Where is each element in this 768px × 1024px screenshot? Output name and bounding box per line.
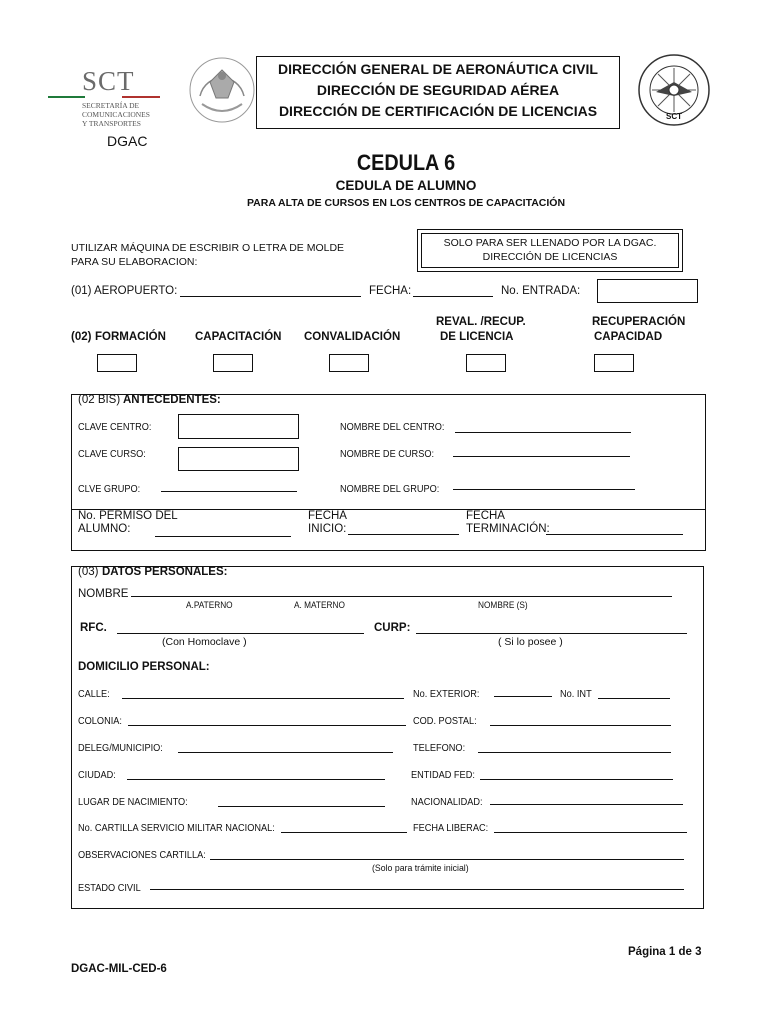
nombre-curso-label: NOMBRE DE CURSO: (340, 449, 435, 460)
dgac-seal-icon (636, 52, 712, 132)
header-title-3: DIRECCIÓN DE CERTIFICACIÓN DE LICENCIAS (278, 103, 598, 119)
lugar-nac-field[interactable] (218, 806, 385, 807)
dgac-label: DGAC (107, 133, 148, 149)
fecha-inicio-label-1: FECHA (308, 510, 347, 522)
calle-field[interactable] (122, 698, 404, 699)
formacion-checkbox[interactable] (97, 354, 137, 372)
clve-grupo-label: CLVE GRUPO: (78, 484, 141, 495)
coat-of-arms-icon (186, 52, 258, 130)
header-title-box (256, 56, 620, 129)
reval-label-2: DE LICENCIA (440, 331, 514, 343)
nombre-grupo-field[interactable] (453, 489, 635, 490)
nombre-curso-field[interactable] (453, 456, 630, 457)
deleg-label: DELEG/MUNICIPIO: (78, 743, 163, 754)
nombre-grupo-label: NOMBRE DEL GRUPO: (340, 484, 440, 495)
ciudad-label: CIUDAD: (78, 770, 116, 781)
colonia-field[interactable] (128, 725, 406, 726)
fecha-liberac-field[interactable] (494, 832, 687, 833)
telefono-label: TELEFONO: (413, 743, 466, 754)
no-int-label: No. INT (560, 689, 592, 700)
nombre-centro-field[interactable] (455, 432, 631, 433)
cartilla-label: No. CARTILLA SERVICIO MILITAR NACIONAL: (78, 823, 275, 834)
fecha-term-field[interactable] (546, 534, 683, 535)
entrada-field[interactable] (597, 279, 698, 303)
cod-postal-field[interactable] (490, 725, 671, 726)
fecha-term-label-1: FECHA (466, 510, 505, 522)
clve-grupo-field[interactable] (161, 491, 297, 492)
reval-label-1: REVAL. /RECUP. (436, 316, 526, 328)
cedula-title: CEDULA 6 (356, 150, 456, 175)
nombres-caption: NOMBRE (S) (478, 600, 528, 610)
header-title-2: DIRECCIÓN DE SEGURIDAD AÉREA (316, 82, 560, 98)
nombre-centro-label: NOMBRE DEL CENTRO: (340, 422, 445, 433)
row02-number: (02) (71, 331, 92, 343)
antecedentes-title: ANTECEDENTES: (123, 394, 221, 406)
instruction-line-1: UTILIZAR MÁQUINA DE ESCRIBIR O LETRA DE MOLDE (71, 242, 345, 254)
fecha-term-label-2: TERMINACIÓN: (466, 523, 550, 535)
amaterno-caption: A. MATERNO (294, 600, 345, 610)
nacionalidad-field[interactable] (490, 804, 683, 805)
clave-centro-label: CLAVE CENTRO: (78, 422, 152, 433)
fecha-label: FECHA: (369, 285, 412, 297)
recuperacion-checkbox[interactable] (594, 354, 634, 372)
formacion-label: FORMACIÓN (95, 331, 166, 343)
sct-logo (48, 66, 168, 136)
entidad-field[interactable] (480, 779, 673, 780)
official-use-line-1: SOLO PARA SER LLENADO POR LA DGAC. (443, 237, 657, 249)
fecha-liberac-label: FECHA LIBERAC: (413, 823, 489, 834)
nombre-label: NOMBRE (78, 588, 129, 600)
page-number: Página 1 de 3 (628, 946, 702, 958)
permiso-field[interactable] (155, 536, 291, 537)
capacitacion-checkbox[interactable] (213, 354, 253, 372)
rfc-field[interactable] (117, 633, 364, 634)
telefono-field[interactable] (478, 752, 671, 753)
estado-civil-field[interactable] (150, 889, 684, 890)
colonia-label: COLONIA: (78, 716, 122, 727)
antecedentes-section (71, 394, 706, 551)
ciudad-field[interactable] (127, 779, 385, 780)
aeropuerto-label: AEROPUERTO: (94, 285, 178, 297)
seal-sct-text: SCT (666, 112, 682, 121)
header-title-1: DIRECCIÓN GENERAL DE AERONÁUTICA CIVIL (278, 61, 598, 77)
capacitacion-label: CAPACITACIÓN (195, 331, 282, 343)
fecha-inicio-label-2: INICIO: (308, 523, 347, 535)
permiso-label-2: ALUMNO: (78, 523, 131, 535)
antecedentes-prefix: (02 BIS) (78, 394, 121, 406)
reval-checkbox[interactable] (466, 354, 506, 372)
recuperacion-label-2: CAPACIDAD (594, 331, 663, 343)
sct-sub-line-2: COMUNICACIONES (82, 110, 150, 119)
nacionalidad-label: NACIONALIDAD: (411, 797, 483, 808)
official-use-box (417, 229, 683, 272)
curp-label: CURP: (374, 622, 411, 634)
fecha-inicio-field[interactable] (348, 534, 459, 535)
cedula-subtitle: CEDULA DE ALUMNO (335, 178, 477, 193)
nombre-field[interactable] (131, 596, 672, 597)
curp-field[interactable] (416, 633, 687, 634)
apaterno-caption: A.PATERNO (186, 600, 233, 610)
obs-cartilla-label: OBSERVACIONES CARTILLA: (78, 850, 206, 861)
sct-sub-line-1: SECRETARÍA DE (82, 101, 140, 110)
entrada-label: No. ENTRADA: (501, 285, 581, 297)
obs-cartilla-field[interactable] (210, 859, 684, 860)
rfc-label: RFC. (80, 622, 107, 634)
aeropuerto-field[interactable] (180, 296, 361, 297)
personales-title: DATOS PERSONALES: (102, 566, 228, 578)
solo-tramite-caption: (Solo para trámite inicial) (372, 863, 469, 874)
sct-sub-line-3: Y TRANSPORTES (82, 119, 141, 128)
official-use-line-2: DIRECCIÓN DE LICENCIAS (482, 251, 618, 263)
recuperacion-label-1: RECUPERACIÓN (592, 316, 686, 328)
row01-number: (01) (71, 285, 92, 297)
lugar-nac-label: LUGAR DE NACIMIENTO: (78, 797, 188, 808)
fecha-field[interactable] (413, 296, 493, 297)
convalidacion-label: CONVALIDACIÓN (304, 331, 401, 343)
deleg-field[interactable] (178, 752, 393, 753)
form-code: DGAC-MIL-CED-6 (71, 963, 167, 975)
sct-logo-stripe (48, 96, 160, 98)
no-exterior-label: No. EXTERIOR: (413, 689, 480, 700)
personales-prefix: (03) (78, 566, 99, 578)
convalidacion-checkbox[interactable] (329, 354, 369, 372)
instruction-line-2: PARA SU ELABORACION: (71, 256, 198, 268)
siloposee-caption: ( Si lo posee ) (498, 636, 563, 648)
cedula-subtitle-2: PARA ALTA DE CURSOS EN LOS CENTROS DE CAPACITACIÓN (246, 197, 566, 209)
clave-curso-label: CLAVE CURSO: (78, 449, 146, 460)
domicilio-title: DOMICILIO PERSONAL: (78, 661, 210, 673)
calle-label: CALLE: (78, 689, 110, 700)
homoclave-caption: (Con Homoclave ) (162, 636, 247, 648)
cod-postal-label: COD. POSTAL: (413, 716, 477, 727)
entidad-label: ENTIDAD FED: (411, 770, 475, 781)
estado-civil-label: ESTADO CIVIL (78, 883, 141, 894)
permiso-label-1: No. PERMISO DEL (78, 510, 178, 522)
no-exterior-field[interactable] (494, 696, 552, 697)
clave-curso-field[interactable] (178, 447, 299, 471)
sct-logo-text: SCT (82, 66, 135, 96)
cartilla-field[interactable] (281, 832, 407, 833)
clave-centro-field[interactable] (178, 414, 299, 439)
no-int-field[interactable] (598, 698, 670, 699)
